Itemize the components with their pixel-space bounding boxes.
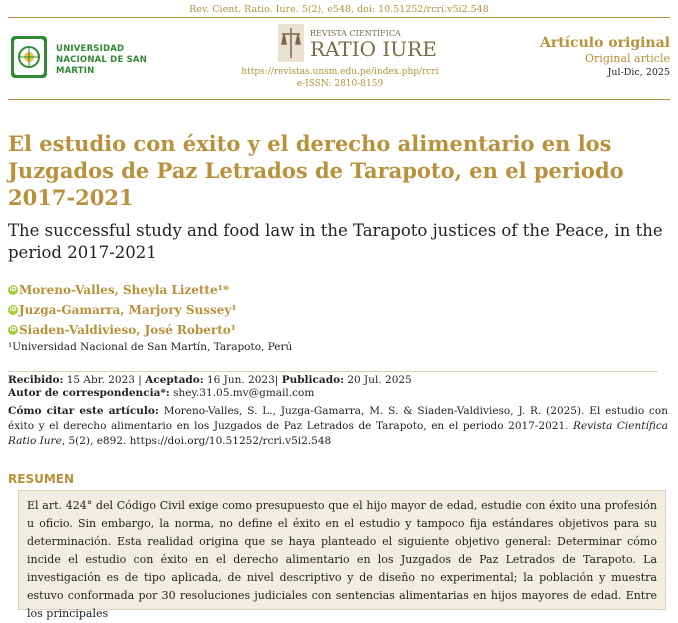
- svg-text:RATIO IURE: RATIO IURE: [310, 37, 437, 61]
- header-rule-top: [8, 17, 670, 18]
- author-list: [8, 280, 237, 340]
- cite-journal: Revista Científica Ratio Iure: [8, 420, 668, 447]
- abstract-text: El art. 424° del Código Civil exige como presupuesto que el hijo mayor de edad, estudie con éxito una profesión u oficio. Sin embargo, la norma, no define el éxito en el estudio y tampoco fija estándares objetivos para su determinación. Esta realidad origina que se haya planteado el siguiente objetivo general: Determinar cómo incide el estudio con éxito en el derecho alimentario en los Juzgados de Paz Letrados de Tarapoto. La investigación es de tipo aplicada, de nivel descriptivo y de diseño no experimental; la población y muestra estuvo conformada por 30 resoluciones judiciales con sentencias alimentarias en hijos mayores de edad. Entre los principales: [27, 499, 657, 620]
- affiliation: ¹Universidad Nacional de San Martín, Tarapoto, Perú: [8, 341, 293, 353]
- university-logo-icon: [10, 35, 48, 79]
- author-item[interactable]: [8, 280, 237, 300]
- journal-issn: e-ISSN: 2810-8159: [296, 79, 384, 89]
- header-citation: Rev. Cient. Ratio. Iure. 5(2), e548, doi: 10.51252/rcri.v5i2.548: [189, 4, 489, 15]
- abstract-heading: RESUMEN: [8, 472, 75, 486]
- received-label: Recibido:: [8, 374, 64, 386]
- journal-header: [230, 22, 450, 90]
- received-date: 15 Abr. 2023: [66, 374, 135, 386]
- article-title-es: El estudio con éxito y el derecho alimentario en los Juzgados de Paz Letrados de Tarapoto, en el periodo 2017-2021: [8, 131, 624, 210]
- journal-logo-icon: [270, 22, 437, 64]
- abstract-box: [18, 490, 666, 620]
- header-rule-bottom: [8, 99, 670, 100]
- author-item[interactable]: [8, 320, 237, 340]
- article-title-en: The successful study and food law in the Tarapoto justices of the Peace, in the period 2017-2021: [8, 221, 663, 262]
- article-dates: Recibido: 15 Abr. 2023 | Aceptado: 16 Jun. 2023| Publicado: 20 Jul. 2025 Autor de correspondencia*: shey.31.05.mv@gmail.com: [8, 374, 412, 399]
- author-name: Siaden-Valdivieso, José Roberto¹: [19, 323, 237, 337]
- citation-block: [8, 404, 668, 449]
- published-label: Publicado:: [281, 374, 344, 386]
- cite-tail[interactable]: , 5(2), e892. https://doi.org/10.51252/rcri.v5i2.548: [61, 435, 332, 447]
- svg-text:REVISTA CIENTÍFICA: REVISTA CIENTÍFICA: [310, 29, 401, 38]
- orcid-icon[interactable]: iD: [9, 286, 17, 293]
- cite-label: Cómo citar este artículo:: [8, 405, 159, 417]
- author-name: Juzga-Gamarra, Marjory Sussey¹: [19, 303, 237, 317]
- accepted-date: 16 Jun. 2023: [206, 374, 275, 386]
- orcid-icon[interactable]: iD: [9, 306, 17, 313]
- article-type-block: [540, 34, 670, 79]
- cite-text: Moreno-Valles, S. L., Juzga-Gamarra, M. S. & Siaden-Valdivieso, J. R. (2025). El estudio con éxito y el derecho alimentario en los Juzgados de Paz Letrados de Tarapoto, en el periodo 2017-2021.: [8, 405, 669, 432]
- author-item[interactable]: [8, 300, 237, 320]
- corresponding-email-link[interactable]: shey.31.05.mv@gmail.com: [173, 387, 315, 399]
- published-date: 20 Jul. 2025: [347, 374, 412, 386]
- article-type-en: Original article: [585, 52, 670, 65]
- corresponding-label: Autor de correspondencia*:: [8, 387, 170, 399]
- university-name: UNIVERSIDAD NACIONAL DE SAN MARTIN: [56, 44, 148, 76]
- author-name: Moreno-Valles, Sheyla Lizette¹*: [19, 283, 230, 297]
- article-type-es: Artículo original: [540, 35, 670, 51]
- publication-period: Jul-Dic, 2025: [607, 67, 670, 78]
- orcid-icon[interactable]: iD: [9, 326, 17, 333]
- accepted-label: Aceptado:: [145, 374, 204, 386]
- journal-url-link[interactable]: https://revistas.unsm.edu.pe/index.php/rcri: [241, 67, 439, 77]
- meta-rule: [8, 371, 658, 372]
